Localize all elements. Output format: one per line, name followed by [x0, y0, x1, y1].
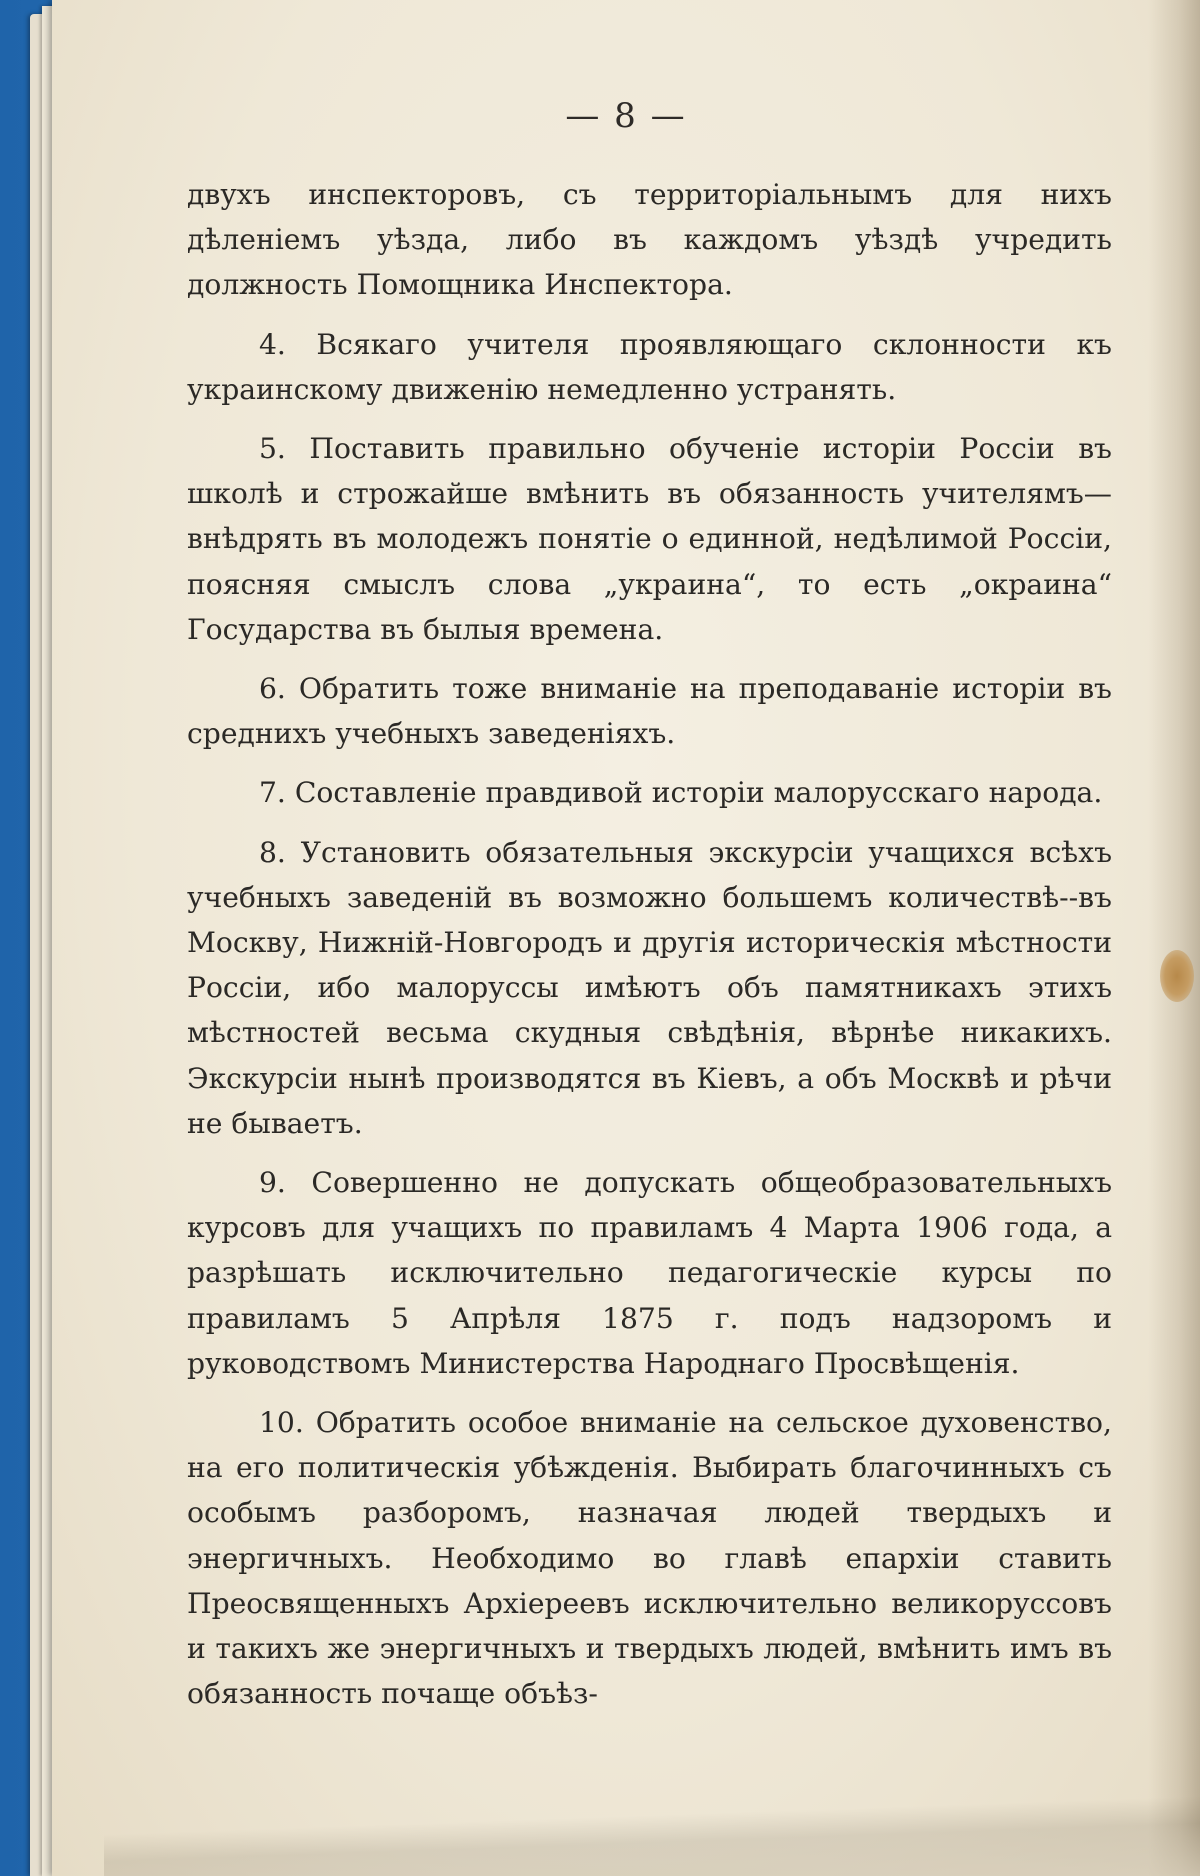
paragraph-item-10: 10. Обратить особое вниманіе на сельское духовенство, на его политическія убѣжденія. Выбирать благочинныхъ съ особымъ разборомъ, назначая людей твердыхъ и энергичныхъ. Необходимо во главѣ епархіи ставить Преосвященныхъ Архіереевъ исключительно великоруссовъ и такихъ же энергичныхъ и твердыхъ людей, вмѣнить имъ въ обязанность почаще объѣз-: [187, 1406, 1112, 1711]
paragraph-item-9: 9. Совершенно не допускать общеобразовательныхъ курсовъ для учащихъ по правиламъ 4 Марта 1906 года, а разрѣшать исключительно педагогическіе курсы по правиламъ 5 Апрѣля 1875 г. подъ надзоромъ и руководствомъ Министерства Народнаго Просвѣщенія.: [187, 1166, 1112, 1380]
page-edge-shadow: [1148, 0, 1200, 1876]
paragraph-item-4: 4. Всякаго учителя проявляющаго склонности къ украинскому движенію немедленно устранять.: [187, 327, 1112, 406]
page-number: — 8 —: [565, 96, 687, 136]
paragraph-item-6: 6. Обратить тоже вниманіе на преподаваніе исторіи въ среднихъ учебныхъ заведеніяхъ.: [187, 672, 1112, 751]
paragraph-item-5: 5. Поставить правильно обученіе исторіи Россіи въ школѣ и строжайше вмѣнить въ обязанность учителямъ—внѣдрять въ молодежъ понятіе о единной, недѣлимой Россіи, поясняя смыслъ слова „украина“, то есть „окраина“ Государства въ былыя времена.: [187, 432, 1112, 646]
document-page: [52, 0, 1200, 1876]
body-text: [187, 172, 1112, 1731]
paragraph-continuation: двухъ инспекторовъ, съ территоріальнымъ для нихъ дѣленіемъ уѣзда, либо въ каждомъ уѣздѣ учредить должность Помощника Инспектора.: [187, 178, 1112, 302]
bottom-page-fold: [104, 1780, 1200, 1876]
paragraph-item-7: 7. Составленіе правдивой исторіи малорусскаго народа.: [259, 776, 1103, 810]
paragraph-item-8: 8. Установить обязательныя экскурсіи учащихся всѣхъ учебныхъ заведеній въ возможно большемъ количествѣ--въ Москву, Нижній-Новгородъ и другія историческія мѣстности Россіи, ибо малоруссы имѣютъ объ памятникахъ этихъ мѣстностей весьма скудныя свѣдѣнія, вѣрнѣе никакихъ. Экскурсіи нынѣ производятся въ Кіевъ, а объ Москвѣ и рѣчи не бываетъ.: [187, 835, 1112, 1140]
paper-stain: [1160, 950, 1194, 1002]
